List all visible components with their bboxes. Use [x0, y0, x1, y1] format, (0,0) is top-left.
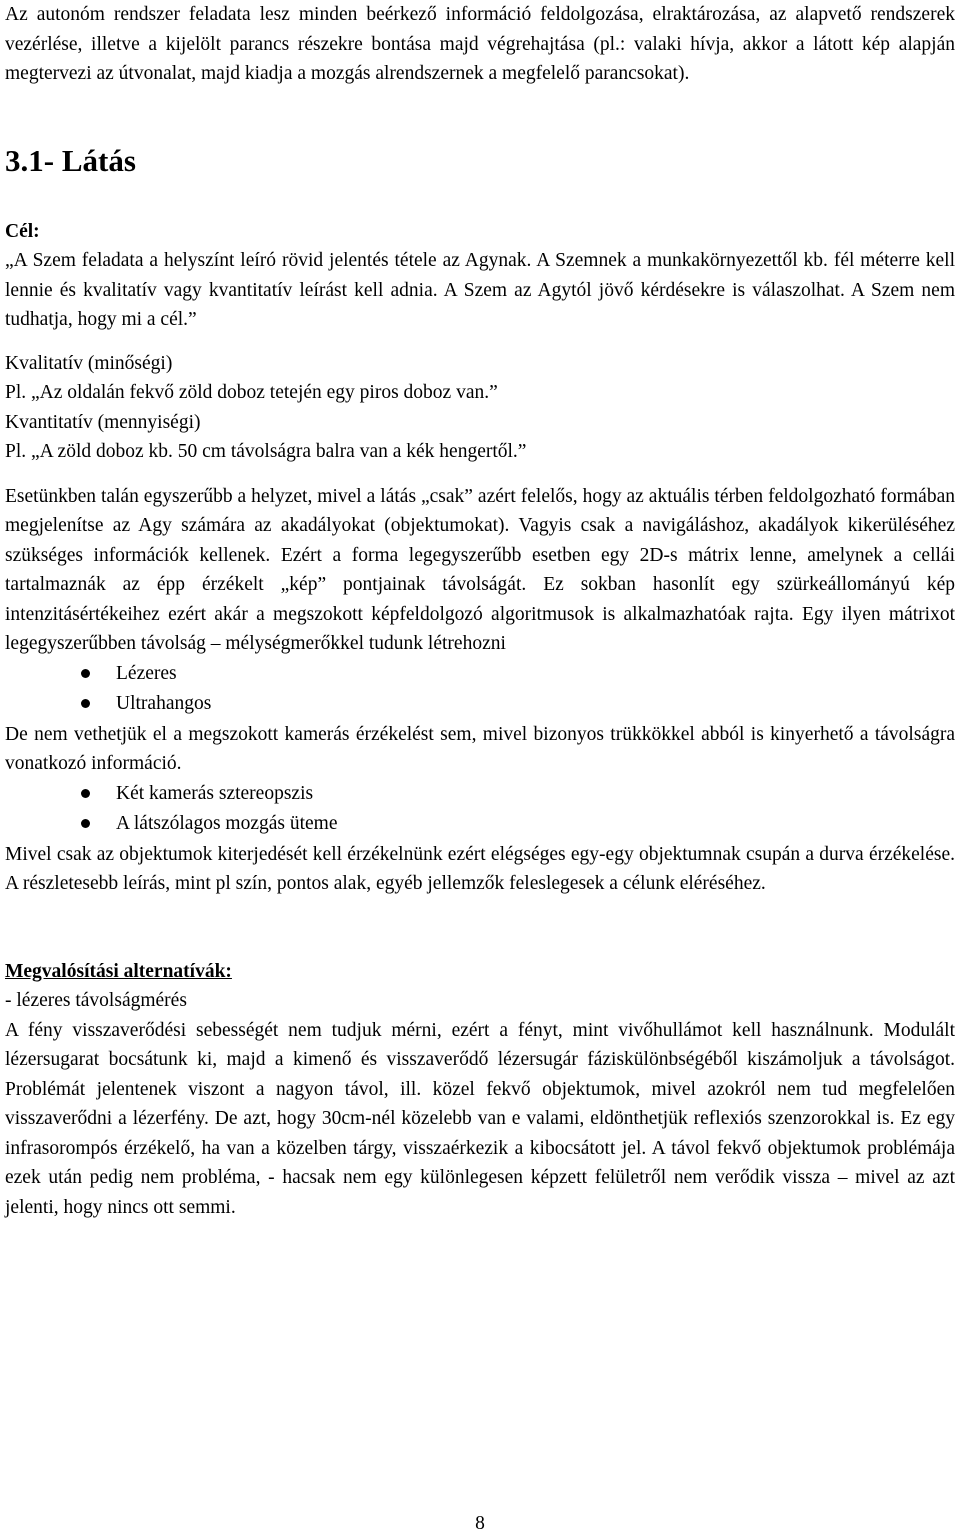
- case-paragraph: Esetünkben talán egyszerűbb a helyzet, mivel a látás „csak” azért felelős, hogy az aktuális térben feldolgozható formában megjelenítse az Agy számára az akadályokat (objektumokat). Vagyis csak a navigáláshoz, akadályok kikerüléséhez szükséges információk kellenek. Ezért a forma legegyszerűbb esetben egy 2D-s mátrix lenne, amelynek a cellái tartalmaznák az épp érzékelt „kép” pontjainak távolságát. Ez sokban hasonlít egy szürkeállományú kép intenzitásértékeihez ezért akár a megszokott képfeldolgozó algoritmusok is alkalmazhatóak rajta. Egy ilyen mátrixot legegyszerűbben távolság – mélységmerőkkel tudunk létrehozni: [5, 485, 955, 654]
- qualitative-label: Kvalitatív (minőségi): [5, 352, 173, 374]
- goal-label: Cél:: [5, 220, 40, 242]
- document-page: [5, 0, 955, 1222]
- list-item: [5, 809, 955, 840]
- intro-paragraph: Az autonóm rendszer feladata lesz minden beérkező információ feldolgozása, elraktározása, az alapvető rendszerek vezérlése, illetve a kijelölt parancs részekre bontása majd végrehajtása (pl.: valaki hívja, akkor a látott kép alapján megtervezi az útvonalat, majd kiadja a mozgás alrendszernek a megfelelő parancsokat).: [5, 4, 955, 84]
- list-item-label: A látszólagos mozgás üteme: [116, 813, 338, 834]
- bullet-icon: [81, 669, 90, 678]
- objects-paragraph: Mivel csak az objektumok kiterjedését kell érzékelnünk ezért elégséges egy-egy objektumnak csupán a durva érzékelése. A részletesebb leírás, mint pl szín, pontos alak, egyéb jellemzők feleslegesek a célunk eléréséhez.: [5, 843, 955, 894]
- list-item-label: Ultrahangos: [116, 693, 212, 714]
- bullet-icon: [81, 819, 90, 828]
- list-item: [5, 689, 955, 720]
- sensor-list: [5, 659, 955, 720]
- list-item-label: Lézeres: [116, 662, 177, 684]
- bullet-icon: [81, 789, 90, 798]
- quantitative-label: Kvantitatív (mennyiségi): [5, 411, 201, 433]
- quantitative-example: Pl. „A zöld doboz kb. 50 cm távolságra balra van a kék hengertől.”: [5, 441, 527, 462]
- alternatives-subtitle: - lézeres távolságmérés: [5, 990, 187, 1011]
- spacer: [5, 335, 955, 349]
- list-item: [5, 659, 955, 690]
- camera-paragraph: De nem vethetjük el a megszokott kamerás érzékelést sem, mivel bizonyos trükkökkel abból is kinyerhető a távolságra vonatkozó információ.: [5, 723, 955, 774]
- qualitative-example: Pl. „Az oldalán fekvő zöld doboz tetején egy piros doboz van.”: [5, 382, 498, 403]
- alternatives-text: A fény visszaverődési sebességét nem tudjuk mérni, ezért a fényt, mint vivőhullámot kell használnunk. Modulált lézersugarat bocsátunk ki, majd a kimenő és visszaverődő lézersugár fáziskülönbségéből kiszámoljuk a távolságot. Problémát jelentenek viszont a nagyon távol, ill. közel fekvő objektumok, mivel azokról nem tud megfelelően visszaverődni a lézerfény. De azt, hogy 30cm-nél közelebb van e valami, eldönthetjük reflexiós szenzorokkal is. Ez egy infrasorompós érzékelő, ha van a közelben tárgy, visszaérkezik a kibocsátott jel. A távol fekvő objektumok problémája ezek után pedig nem probléma, - hacsak nem egy különlegesen képzett felületről nem verődik vissza – mivel az azt jelenti, hogy nincs ott semmi.: [5, 1019, 955, 1218]
- bullet-icon: [81, 699, 90, 708]
- page-number: 8: [475, 1513, 485, 1534]
- goal-text: „A Szem feladata a helyszínt leíró rövid jelentés tétele az Agynak. A Szemnek a munkakörnyezettől kb. fél méterre kell lennie és kvalitatív vagy kvantitatív leírást kell adnia. A Szem az Agytól jövő kérdésekre is válaszolhat. A Szem nem tudhatja, hogy mi a cél.”: [5, 250, 955, 330]
- list-item-label: Két kamerás sztereopszis: [116, 782, 314, 804]
- camera-method-list: [5, 779, 955, 840]
- list-item: [5, 779, 955, 810]
- section-heading: 3.1- Látás: [5, 142, 136, 178]
- spacer: [5, 467, 955, 482]
- alternatives-title: Megvalósítási alternatívák:: [5, 960, 232, 982]
